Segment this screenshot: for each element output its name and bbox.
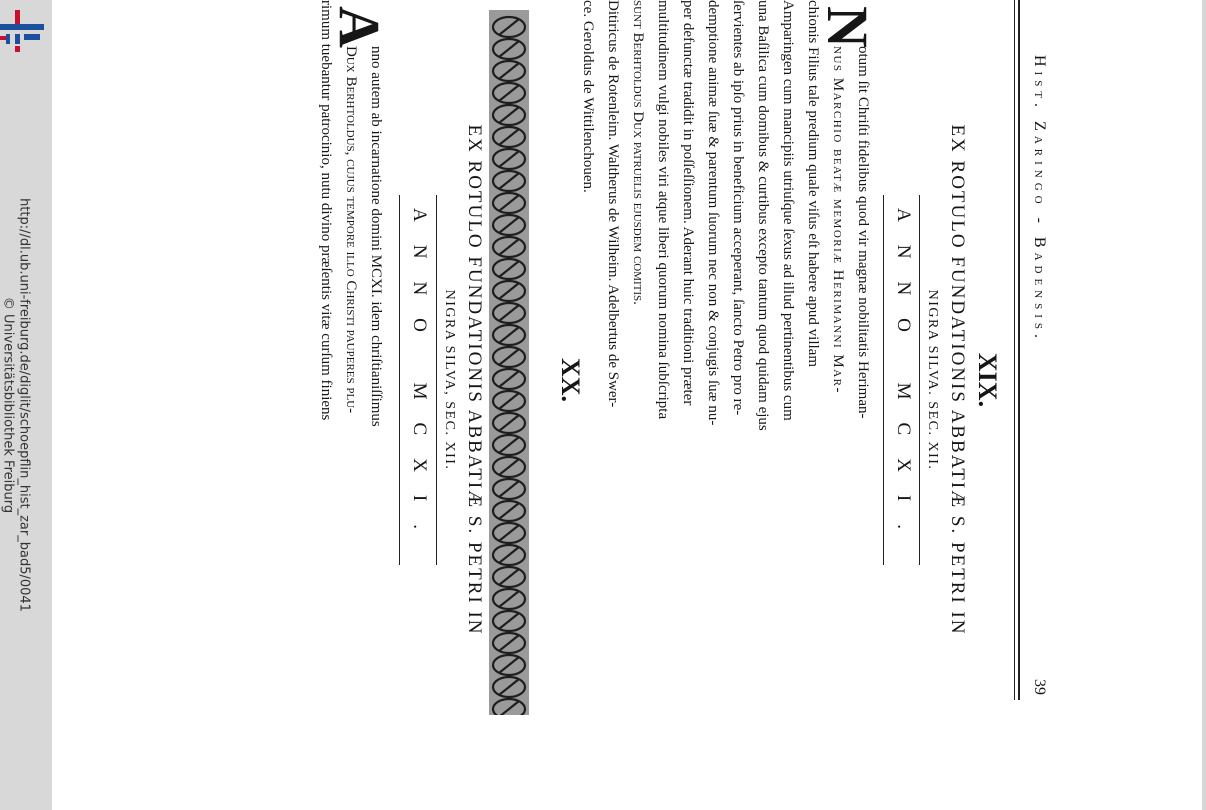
body-line: otum ſit Chriſti fidelibus quod vir magnæ nobilitatis Heriman- [855, 46, 871, 419]
body-line: rimum tuebantur patrocinio, nutu divino præſentis vitæ curſum finiens [318, 0, 334, 421]
scanned-page [280, 0, 1050, 760]
body-line: chionis Filius tale predium quale viſus eſt habere apud villam [805, 0, 821, 368]
double-rule-top [1018, 0, 1020, 700]
body-line: per defunctæ tradidit in poſſeſſionem. Aderant huic traditioni præter [680, 0, 696, 406]
document-url[interactable]: http://dl.ub.uni-freiburg.de/diglit/schoepflin_hist_zar_bad5/0041 [16, 198, 32, 612]
chapter-body [555, 0, 880, 700]
heading-rule [919, 195, 920, 565]
chapter-year: ANNO MCXI. [409, 208, 430, 552]
body-line: nus Marchio beatæ memoriæ Herimanni Mar- [830, 46, 846, 394]
double-rule-bottom [1014, 0, 1015, 700]
chapter-body [308, 0, 392, 700]
body-line: ſervientes ab ipſo prius in beneficium acceperant, ſancto Petro pro re- [730, 0, 746, 416]
copyright-notice: © Universitätsbibliothek Freiburg [0, 296, 16, 514]
body-line: demptione animæ ſuæ & parentum ſuorum nec non & conjugis ſuæ nu- [705, 0, 721, 426]
page-number: 39 [1031, 679, 1048, 695]
heading-rule [883, 195, 884, 565]
chapter-subtitle: NIGRA SILVA. SEC. XII. [925, 289, 940, 471]
chapter-title: EX ROTULO FUNDATIONIS ABBATIÆ S. PETRI IN [947, 124, 968, 636]
body-line: nno autem ab incarnatione domini MCXI. idem chriſtianiſſimus [368, 46, 384, 427]
drop-cap: N [815, 6, 880, 48]
body-line: Ditiricus de Rotenleim. Waltherus de Wilheim. Adelbertus de Swer- [605, 0, 621, 408]
viewer-sidebar [0, 0, 52, 810]
chapter-subtitle: NIGRA SILVA, SEC. XII. [442, 289, 457, 471]
body-line: ſunt Berhtoldus Dux patruelis ejusdem comitis. [630, 0, 646, 305]
chapter-number: XX. [556, 357, 585, 403]
chapter-year: ANNO MCXI. [893, 208, 914, 552]
body-line: Dux Berhtoldus, cujus tempore illo Chriſti pauperes plu- [343, 46, 359, 414]
scrollbar-edge[interactable] [1202, 0, 1206, 810]
body-line: Amparingen cum mancipiis utriuſque ſexus ad illud pertinentibus cum [780, 0, 796, 421]
heading-rule [436, 195, 437, 565]
heading-rule [399, 195, 400, 565]
body-line: multitudinem vulgi nobiles viri atque liberi quorum nomina ſubſcripta [655, 0, 671, 420]
body-line: ce. Geroldus de Wittilenchouen. [580, 0, 596, 193]
chapter-number: XIX. [973, 352, 1002, 408]
drop-cap: A [327, 6, 392, 48]
body-line: una Baſilica cum domibus & curtibus excepto tantum quod quidam ejus [755, 0, 771, 431]
ornament-divider-icon [485, 10, 533, 715]
chapter-title: EX ROTULO FUNDATIONIS ABBATIÆ S. PETRI IN [464, 124, 485, 636]
running-head: Hist. Zaringo - Badensis. [1031, 55, 1048, 344]
